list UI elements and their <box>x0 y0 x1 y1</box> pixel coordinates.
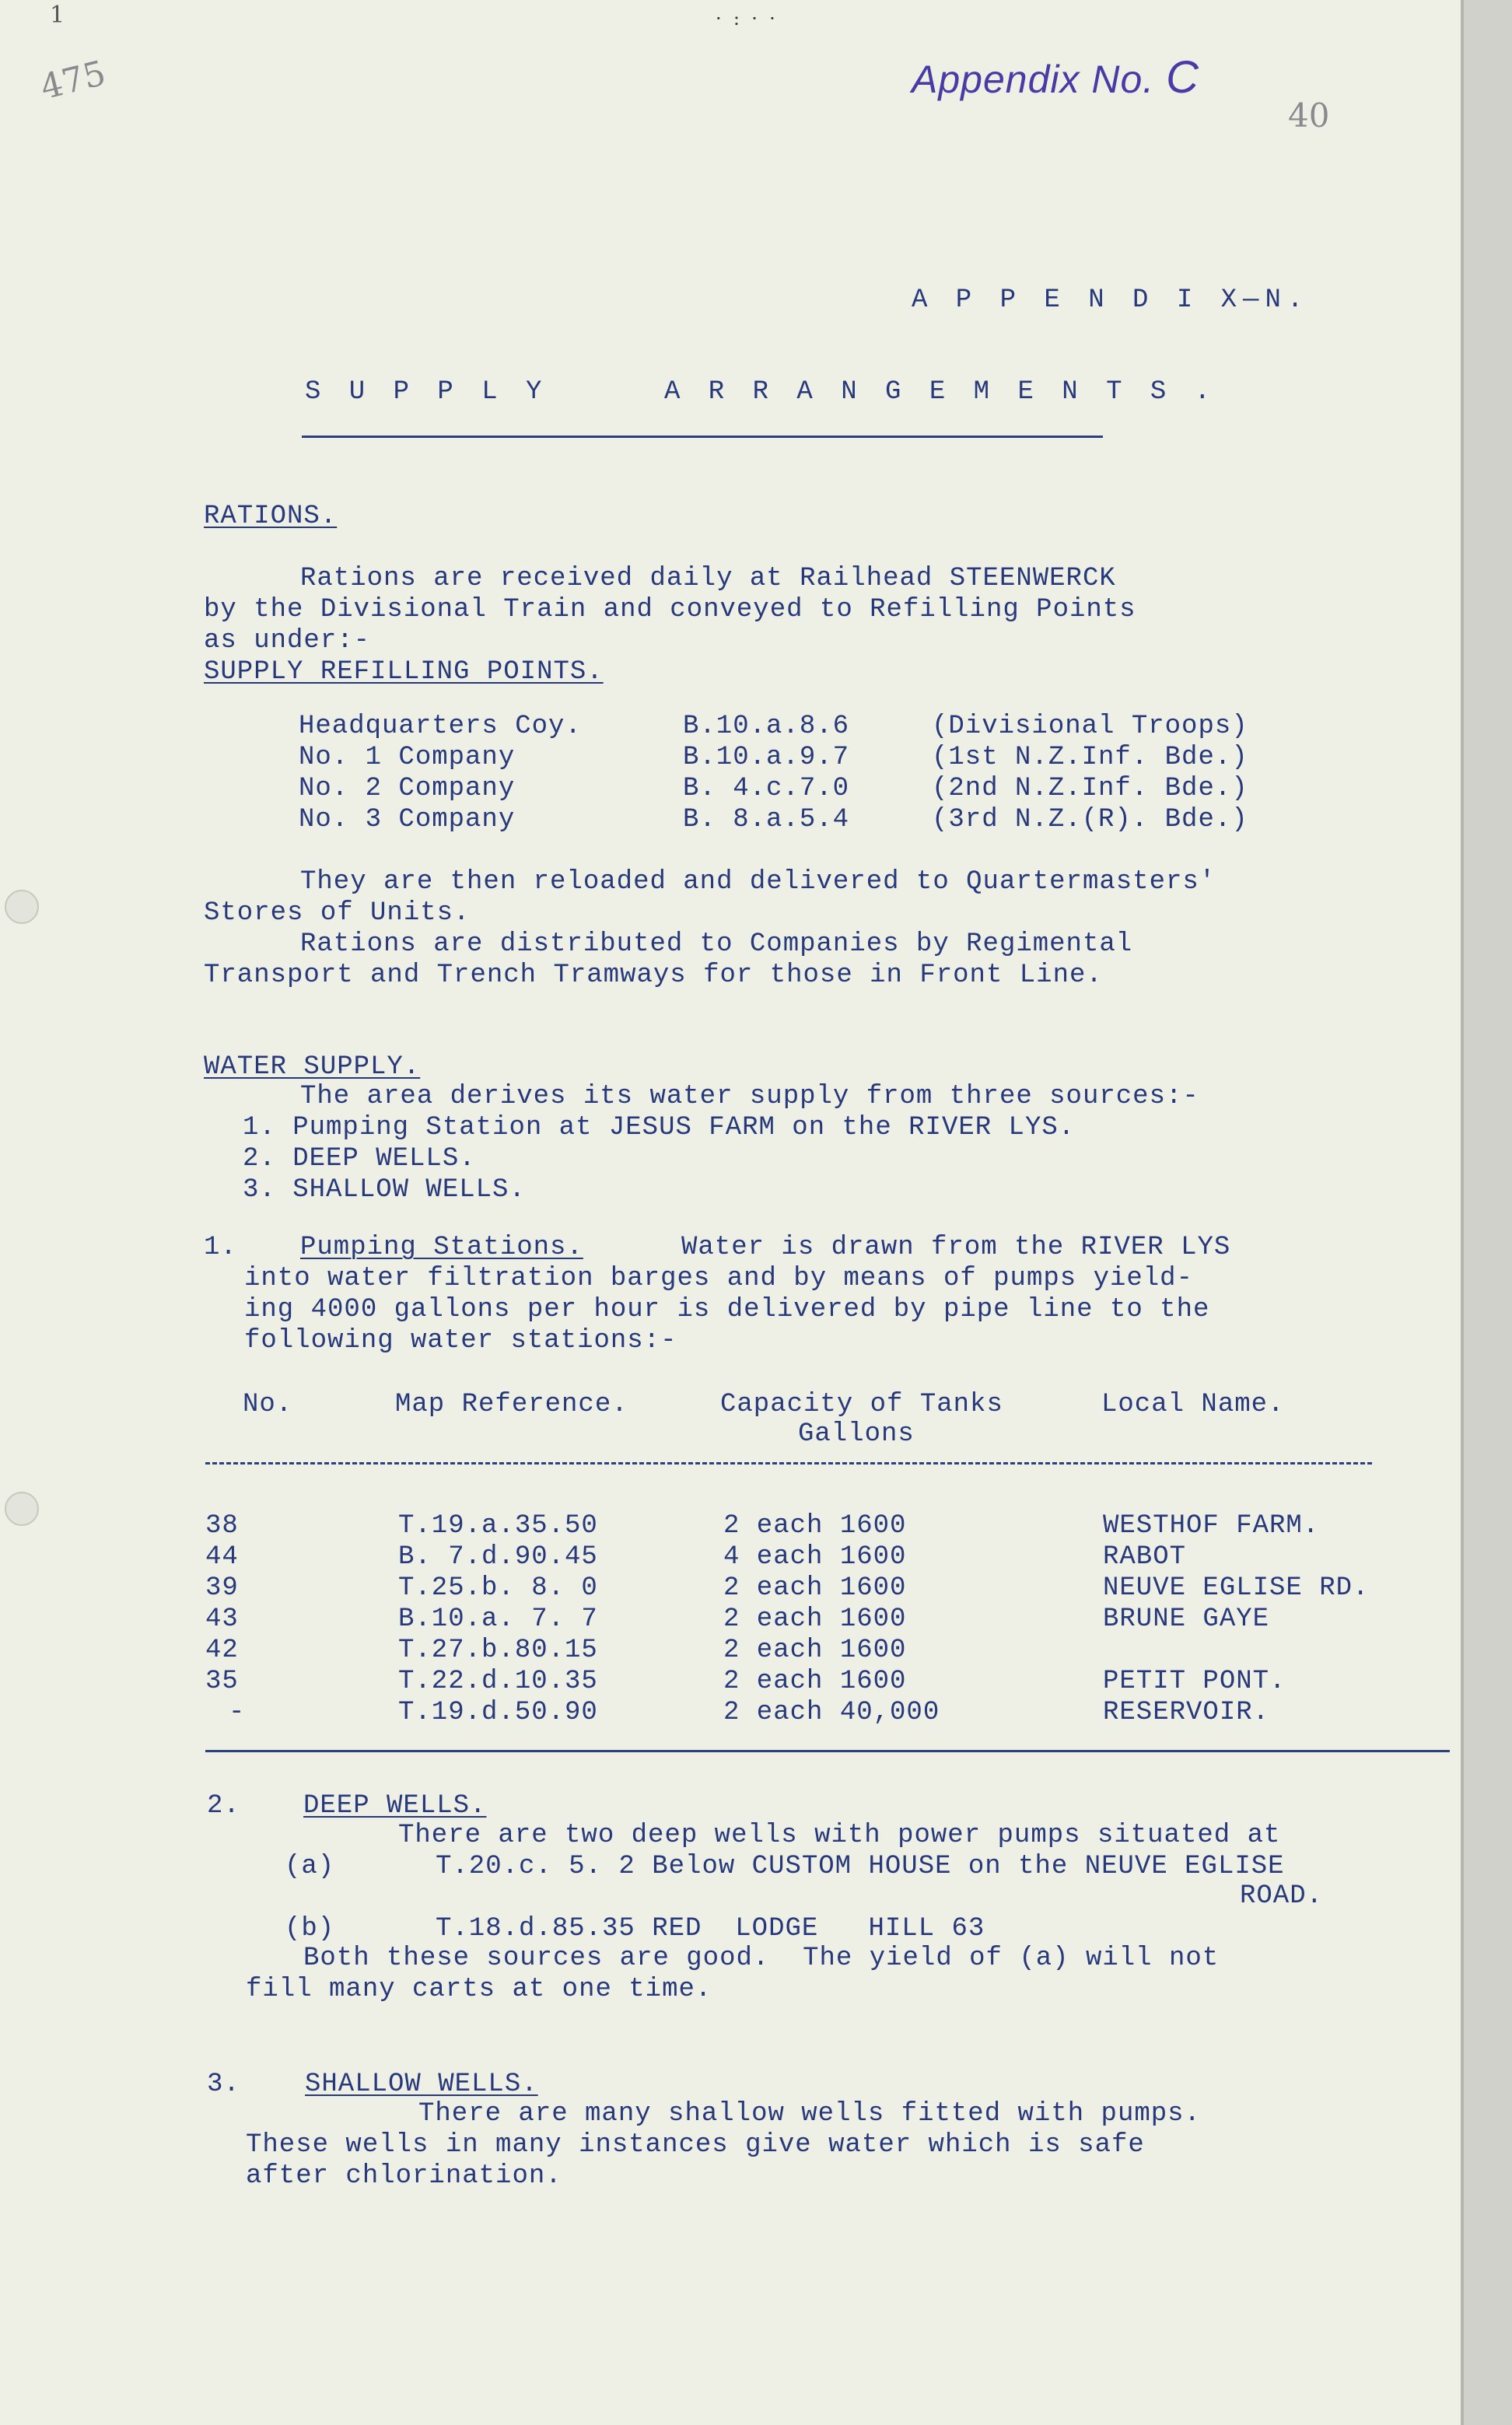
title-arrangements: A R R A N G E M E N T S . <box>664 377 1217 407</box>
pumping-first-line: Water is drawn from the RIVER LYS <box>681 1233 1231 1262</box>
rations-after-line: Transport and Trench Tramways for those in Front Line. <box>204 961 1103 990</box>
row-capacity: 2 each 1600 <box>723 1667 907 1696</box>
corner-number: 1 <box>50 2 65 29</box>
row-no: 44 <box>205 1542 239 1572</box>
row-no: 39 <box>205 1573 239 1603</box>
row-capacity: 2 each 1600 <box>723 1636 907 1665</box>
row-no: 38 <box>205 1511 239 1541</box>
row-no: - <box>229 1698 246 1727</box>
water-source: 1. Pumping Station at JESUS FARM on the RIVER LYS. <box>243 1113 1076 1143</box>
appendix-stamp <box>912 51 1199 103</box>
point-formation: (2nd N.Z.Inf. Bde.) <box>932 774 1248 803</box>
row-capacity: 2 each 1600 <box>723 1573 907 1603</box>
row-map: T.22.d.10.35 <box>398 1667 598 1696</box>
point-formation: (3rd N.Z.(R). Bde.) <box>932 805 1248 835</box>
stamp-letter: C <box>1166 52 1199 103</box>
row-name: RESERVOIR. <box>1103 1698 1270 1727</box>
top-marks: · : · · <box>716 8 775 30</box>
punch-hole <box>5 890 39 924</box>
deep-line: There are two deep wells with power pumps situated at <box>398 1821 1281 1850</box>
punch-hole <box>5 1492 39 1526</box>
deep-a-label: (a) <box>285 1852 335 1881</box>
deep-a-continued: ROAD. <box>1240 1881 1324 1911</box>
row-map: B.10.a. 7. 7 <box>398 1604 598 1634</box>
appendix-title: A P P E N D I X—N. <box>912 285 1310 315</box>
row-no: 35 <box>205 1667 239 1696</box>
row-name: PETIT PONT. <box>1103 1667 1286 1696</box>
row-name: RABOT <box>1103 1542 1187 1572</box>
water-source: 3. SHALLOW WELLS. <box>243 1175 526 1205</box>
table-footer-rule <box>205 1750 1450 1752</box>
rations-heading: RATIONS. <box>204 502 338 531</box>
water-heading: WATER SUPPLY. <box>204 1052 421 1082</box>
col-header-name: Local Name. <box>1101 1390 1285 1419</box>
row-map: T.19.a.35.50 <box>398 1511 598 1541</box>
row-capacity: 4 each 1600 <box>723 1542 907 1572</box>
point-ref: B. 4.c.7.0 <box>683 774 850 803</box>
point-ref: B. 8.a.5.4 <box>683 805 850 835</box>
row-no: 43 <box>205 1604 239 1634</box>
row-name: BRUNE GAYE <box>1103 1604 1270 1634</box>
pumping-line: into water filtration barges and by means of pumps yield- <box>244 1264 1193 1293</box>
deep-line: Both these sources are good. The yield of (a) will not <box>303 1944 1220 1973</box>
title-supply: S U P P L Y <box>305 377 548 407</box>
stamp-text: Appendix No. <box>912 58 1155 101</box>
table-header-rule <box>205 1462 1372 1464</box>
row-map: T.25.b. 8. 0 <box>398 1573 598 1603</box>
row-name: NEUVE EGLISE RD. <box>1103 1573 1370 1603</box>
row-capacity: 2 each 1600 <box>723 1511 907 1541</box>
col-header-capacity: Capacity of Tanks <box>720 1390 1003 1419</box>
row-map: B. 7.d.90.45 <box>398 1542 598 1572</box>
point-unit: No. 1 Company <box>299 743 516 772</box>
row-map: T.27.b.80.15 <box>398 1636 598 1665</box>
row-map: T.19.d.50.90 <box>398 1698 598 1727</box>
row-capacity: 2 each 40,000 <box>723 1698 940 1727</box>
point-formation: (1st N.Z.Inf. Bde.) <box>932 743 1248 772</box>
rations-after-line: Stores of Units. <box>204 898 471 928</box>
deep-heading: DEEP WELLS. <box>303 1791 487 1821</box>
row-capacity: 2 each 1600 <box>723 1604 907 1634</box>
row-no: 42 <box>205 1636 239 1665</box>
point-unit: No. 3 Company <box>299 805 516 835</box>
rations-line: by the Divisional Train and conveyed to Refilling Points <box>204 595 1136 625</box>
pumping-line: following water stations:- <box>244 1326 677 1356</box>
col-header-no: No. <box>243 1390 293 1419</box>
water-intro: The area derives its water supply from three sources:- <box>300 1082 1199 1111</box>
deep-b-label: (b) <box>285 1914 335 1944</box>
deep-line: fill many carts at one time. <box>246 1975 712 2004</box>
point-formation: (Divisional Troops) <box>932 712 1248 741</box>
title-underline <box>302 436 1103 438</box>
deep-number: 2. <box>207 1791 240 1821</box>
shallow-line: after chlorination. <box>246 2161 562 2191</box>
deep-b-text: T.18.d.85.35 RED LODGE HILL 63 <box>436 1914 985 1944</box>
rations-line: as under:- <box>204 626 371 656</box>
col-header-capacity-sub: Gallons <box>798 1419 915 1449</box>
shallow-line: These wells in many instances give water which is safe <box>246 2130 1145 2160</box>
rations-after-line: They are then reloaded and delivered to Quartermasters' <box>300 867 1216 897</box>
pumping-line: ing 4000 gallons per hour is delivered by pipe line to the <box>244 1295 1210 1324</box>
point-unit: No. 2 Company <box>299 774 516 803</box>
pencil-reference: 475 <box>37 53 110 108</box>
pumping-heading: Pumping Stations. <box>300 1233 583 1262</box>
refilling-points-heading: SUPPLY REFILLING POINTS. <box>204 657 604 687</box>
rations-after-line: Rations are distributed to Companies by Regimental <box>300 929 1133 959</box>
pumping-number: 1. <box>204 1233 237 1262</box>
deep-a-text: T.20.c. 5. 2 Below CUSTOM HOUSE on the NEUVE EGLISE <box>436 1852 1285 1881</box>
rations-line: Rations are received daily at Railhead STEENWERCK <box>300 564 1116 593</box>
shallow-number: 3. <box>207 2070 240 2099</box>
point-ref: B.10.a.9.7 <box>683 743 850 772</box>
col-header-map: Map Reference. <box>395 1390 628 1419</box>
point-ref: B.10.a.8.6 <box>683 712 850 741</box>
row-name: WESTHOF FARM. <box>1103 1511 1320 1541</box>
folio-number: 40 <box>1288 96 1330 135</box>
point-unit: Headquarters Coy. <box>299 712 582 741</box>
shallow-line: There are many shallow wells fitted with pumps. <box>418 2099 1201 2129</box>
shallow-heading: SHALLOW WELLS. <box>305 2070 538 2099</box>
water-source: 2. DEEP WELLS. <box>243 1144 476 1174</box>
page-edge <box>1461 0 1512 2425</box>
